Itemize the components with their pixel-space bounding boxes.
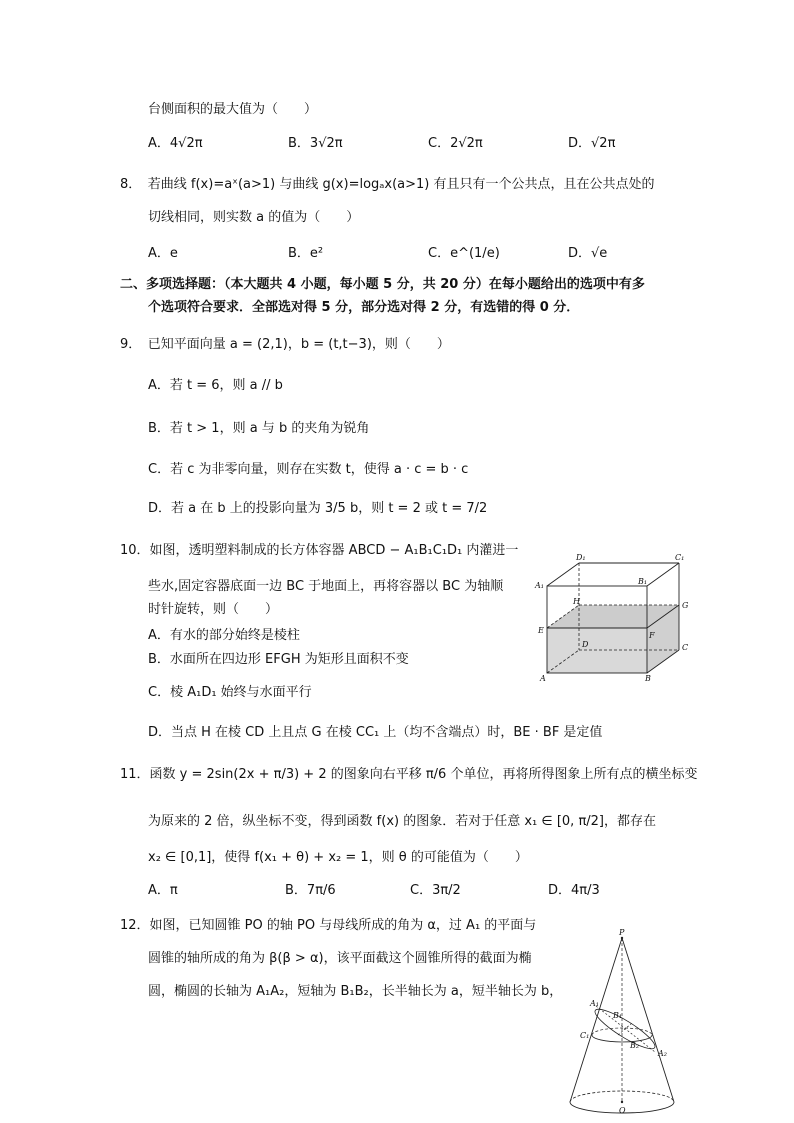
- q9-stem: 9． 已知平面向量 a = (2,1)，b = (t,t−3)，则（ ）: [120, 337, 450, 352]
- label-c: C: [682, 643, 689, 652]
- q8-option-c: C．e^(1/e): [428, 246, 500, 261]
- label-b2-cone: B₂: [630, 1041, 640, 1050]
- label-d: D: [582, 640, 589, 649]
- q11-stem-line3: x₂ ∈ [0,1]，使得 f(x₁ + θ) + x₂ = 1，则 θ 的可能值为（ ）: [148, 850, 528, 865]
- q9-option-c: C．若 c 为非零向量，则存在实数 t，使得 a · c = b · c: [148, 462, 469, 477]
- q9-option-b: B．若 t > 1，则 a 与 b 的夹角为锐角: [148, 421, 370, 436]
- section-heading-line1: 二、多项选择题：（本大题共 4 小题，每小题 5 分，共 20 分）在每小题给出的选项中有多: [120, 277, 645, 292]
- q12-stem-line2: 圆锥的轴所成的角为 β(β > α)，该平面截这个圆锥所得的截面为椭: [148, 951, 532, 966]
- q8-stem-line1: 8． 若曲线 f(x)=aˣ(a>1) 与曲线 g(x)=logₐx(a>1) 有且只有一个公共点，且在公共点处的: [120, 177, 655, 192]
- label-b1-cone: B₁: [613, 1011, 623, 1020]
- q8-option-b: B．e²: [288, 246, 324, 261]
- label-b: B: [645, 674, 651, 683]
- label-a1: A₁: [535, 581, 544, 590]
- section-heading-line2: 个选项符合要求．全部选对得 5 分，部分选对得 2 分，有选错的得 0 分．: [148, 300, 580, 315]
- label-a1-cone: A₁: [590, 999, 599, 1008]
- q11-option-d: D．4π/3: [548, 883, 600, 898]
- q10-stem-line1: 10．如图，透明塑料制成的长方体容器 ABCD − A₁B₁C₁D₁ 内灌进一: [120, 543, 519, 558]
- q7-option-d: D．√2π: [568, 136, 616, 151]
- q7-option-a: A．4√2π: [148, 136, 203, 151]
- label-o: O: [619, 1106, 626, 1115]
- q7-continuation: 台侧面积的最大值为（ ）: [148, 102, 318, 117]
- label-e: E: [538, 626, 544, 635]
- cone-figure: [560, 930, 690, 1120]
- q10-option-b: B．水面所在四边形 EFGH 为矩形且面积不变: [148, 652, 409, 667]
- label-h: H: [573, 597, 580, 606]
- q7-option-b: B．3√2π: [288, 136, 343, 151]
- q11-option-c: C．3π/2: [410, 883, 461, 898]
- q11-option-b: B．7π/6: [285, 883, 336, 898]
- q8-stem-line2: 切线相同，则实数 a 的值为（ ）: [148, 210, 360, 225]
- q9-option-a: A．若 t = 6，则 a // b: [148, 378, 283, 393]
- q9-option-d: D．若 a 在 b 上的投影向量为 3/5 b，则 t = 2 或 t = 7/2: [148, 501, 488, 516]
- q11-option-a: A．π: [148, 883, 178, 898]
- cuboid-figure: [535, 553, 695, 683]
- label-f: F: [649, 631, 655, 640]
- q10-option-c: C．棱 A₁D₁ 始终与水面平行: [148, 685, 312, 700]
- q11-stem-line1: 11．函数 y = 2sin(2x + π/3) + 2 的图象向右平移 π/6 个单位，再将所得图象上所有点的横坐标变: [120, 767, 698, 782]
- q10-option-a: A．有水的部分始终是棱柱: [148, 628, 300, 643]
- label-g: G: [682, 601, 689, 610]
- q8-option-d: D．√e: [568, 246, 608, 261]
- q12-stem-line3: 圆，椭圆的长轴为 A₁A₂，短轴为 B₁B₂，长半轴长为 a，短半轴长为 b，: [148, 984, 563, 999]
- q10-option-d: D．当点 H 在棱 CD 上且点 G 在棱 CC₁ 上（均不含端点）时，BE · BF 是定值: [148, 725, 603, 740]
- label-c1: C₁: [675, 553, 685, 562]
- label-a: A: [540, 674, 546, 683]
- label-c1-cone: C₁: [580, 1031, 590, 1040]
- label-p: P: [619, 928, 625, 937]
- q10-stem-line2: 些水,固定容器底面一边 BC 于地面上，再将容器以 BC 为轴顺: [148, 579, 504, 594]
- q7-option-c: C．2√2π: [428, 136, 483, 151]
- q10-stem-line3: 时针旋转，则（ ）: [148, 602, 279, 617]
- q12-stem-line1: 12．如图，已知圆锥 PO 的轴 PO 与母线所成的角为 α，过 A₁ 的平面与: [120, 918, 537, 933]
- label-d1: D₁: [576, 553, 586, 562]
- q8-option-a: A．e: [148, 246, 178, 261]
- q11-stem-line2: 为原来的 2 倍，纵坐标不变，得到函数 f(x) 的图象．若对于任意 x₁ ∈ [0, π/2]，都存在: [148, 814, 656, 829]
- label-a2-cone: A₂: [658, 1049, 667, 1058]
- label-b1: B₁: [638, 577, 648, 586]
